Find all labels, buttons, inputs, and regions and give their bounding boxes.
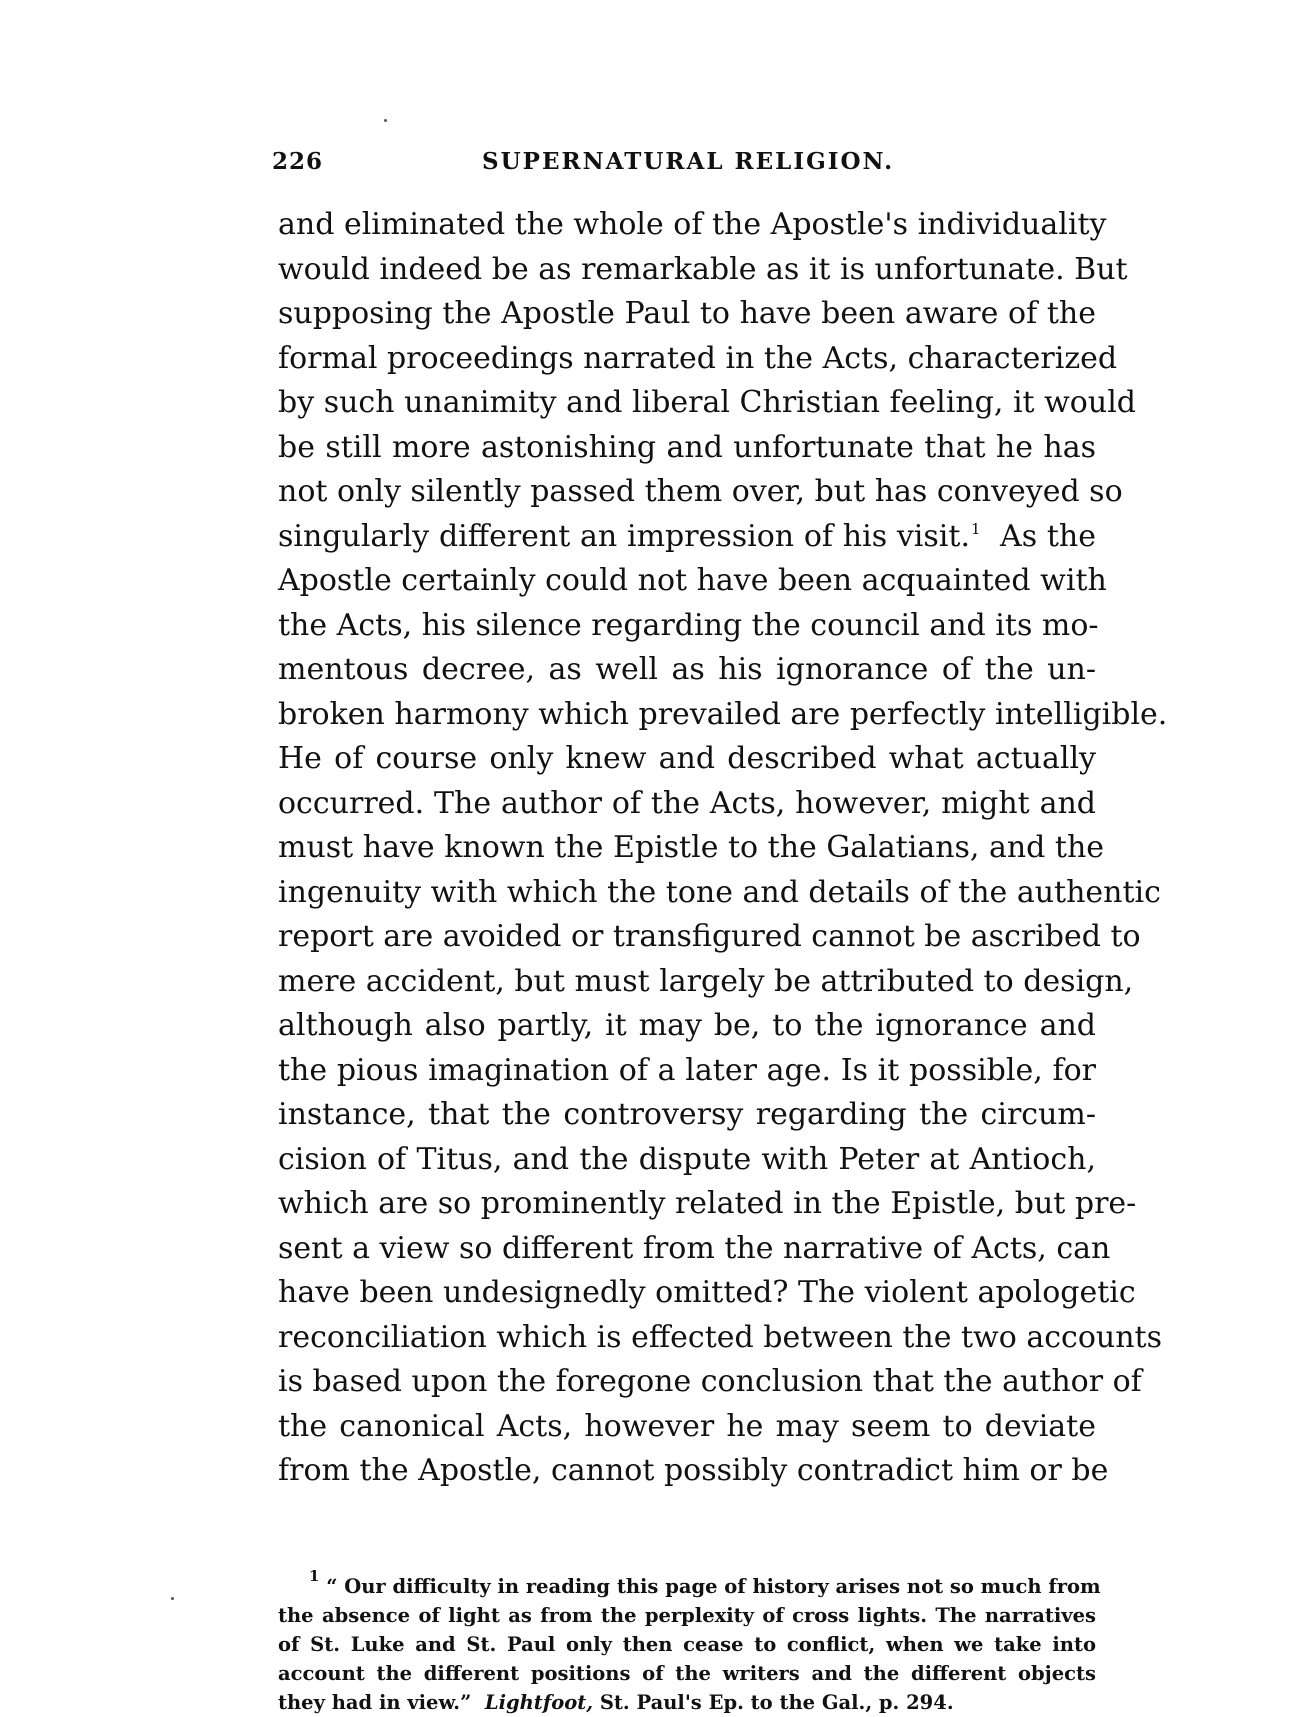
text-line: Apostle certainly could not have been acquainted with	[278, 563, 1107, 598]
text-segment: singularly different an impression of his visit.	[278, 518, 970, 554]
footnote-reference[interactable]: 1	[970, 519, 981, 538]
text-line: by such unanimity and liberal Christian feeling, it would	[278, 385, 1136, 420]
text-line-with-footnote-ref	[278, 515, 1096, 560]
text-line: which are so prominently related in the Epistle, but pre-	[278, 1186, 1137, 1221]
text-line: the pious imagination of a later age. Is it possible, for	[278, 1052, 1096, 1088]
text-line: would indeed be as remarkable as it is unfortunate. But	[278, 251, 1128, 287]
footnote	[278, 1567, 1101, 1717]
text-line: report are avoided or transfigured cannot be ascribed to	[278, 919, 1141, 954]
footnote-marker: 1	[309, 1567, 320, 1585]
citation-source: St. Paul's Ep. to the Gal., p. 294.	[599, 1691, 954, 1714]
text-line: He of course only knew and described what actually	[278, 741, 1096, 776]
footnote-line: the absence of light as from the perplexity of cross lights. The narratives	[278, 1604, 1096, 1627]
running-head: SUPERNATURAL RELIGION.	[482, 148, 895, 175]
text-line: supposing the Apostle Paul to have been aware of the	[278, 296, 1096, 331]
page-number: 226	[272, 148, 324, 175]
margin-speck	[384, 119, 387, 122]
citation-author: Lightfoot,	[484, 1691, 594, 1714]
text-line: although also partly, it may be, to the ignorance and	[278, 1008, 1096, 1043]
footnote-text: they had in view.”	[278, 1691, 472, 1714]
text-line: the Acts, his silence regarding the council and its mo-	[278, 607, 1099, 643]
text-line: is based upon the foregone conclusion that the author of	[278, 1364, 1142, 1399]
text-line: from the Apostle, cannot possibly contradict him or be	[278, 1453, 1109, 1488]
page-header	[272, 148, 1092, 184]
text-line: occurred. The author of the Acts, however, might and	[278, 785, 1096, 821]
text-line: not only silently passed them over, but has conveyed so	[278, 474, 1123, 509]
text-line: cision of Titus, and the dispute with Peter at Antioch,	[278, 1141, 1096, 1177]
text-line: must have known the Epistle to the Galatians, and the	[278, 830, 1105, 865]
text-line: broken harmony which prevailed are perfectly intelligible.	[278, 696, 1168, 732]
margin-speck	[171, 1597, 174, 1600]
text-line: have been undesignedly omitted? The violent apologetic	[278, 1275, 1136, 1310]
text-line: ingenuity with which the tone and details of the authentic	[278, 874, 1161, 910]
text-line: the canonical Acts, however he may seem to deviate	[278, 1408, 1096, 1444]
text-line: mentous decree, as well as his ignorance of the un-	[278, 652, 1096, 687]
text-segment: As the	[1000, 518, 1096, 554]
footnote-line: account the different positions of the writers and the different objects	[278, 1662, 1096, 1685]
text-line: instance, that the controversy regarding the circum-	[278, 1097, 1096, 1132]
footnote-line: of St. Luke and St. Paul only then cease to conflict, when we take into	[278, 1633, 1096, 1656]
footnote-line	[278, 1567, 1101, 1601]
footnote-line	[278, 1688, 1096, 1717]
footnote-text: “ Our difficulty in reading this page of history arises not so much from	[326, 1575, 1101, 1598]
text-line: reconciliation which is effected between the two accounts	[278, 1319, 1162, 1355]
body-text	[278, 203, 1168, 1494]
text-line: mere accident, but must largely be attributed to design,	[278, 963, 1134, 999]
text-line: be still more astonishing and unfortunate that he has	[278, 429, 1096, 465]
text-line: formal proceedings narrated in the Acts, characterized	[278, 340, 1118, 376]
text-line: and eliminated the whole of the Apostle's individuality	[278, 207, 1107, 242]
text-line: sent a view so different from the narrative of Acts, can	[278, 1230, 1111, 1266]
